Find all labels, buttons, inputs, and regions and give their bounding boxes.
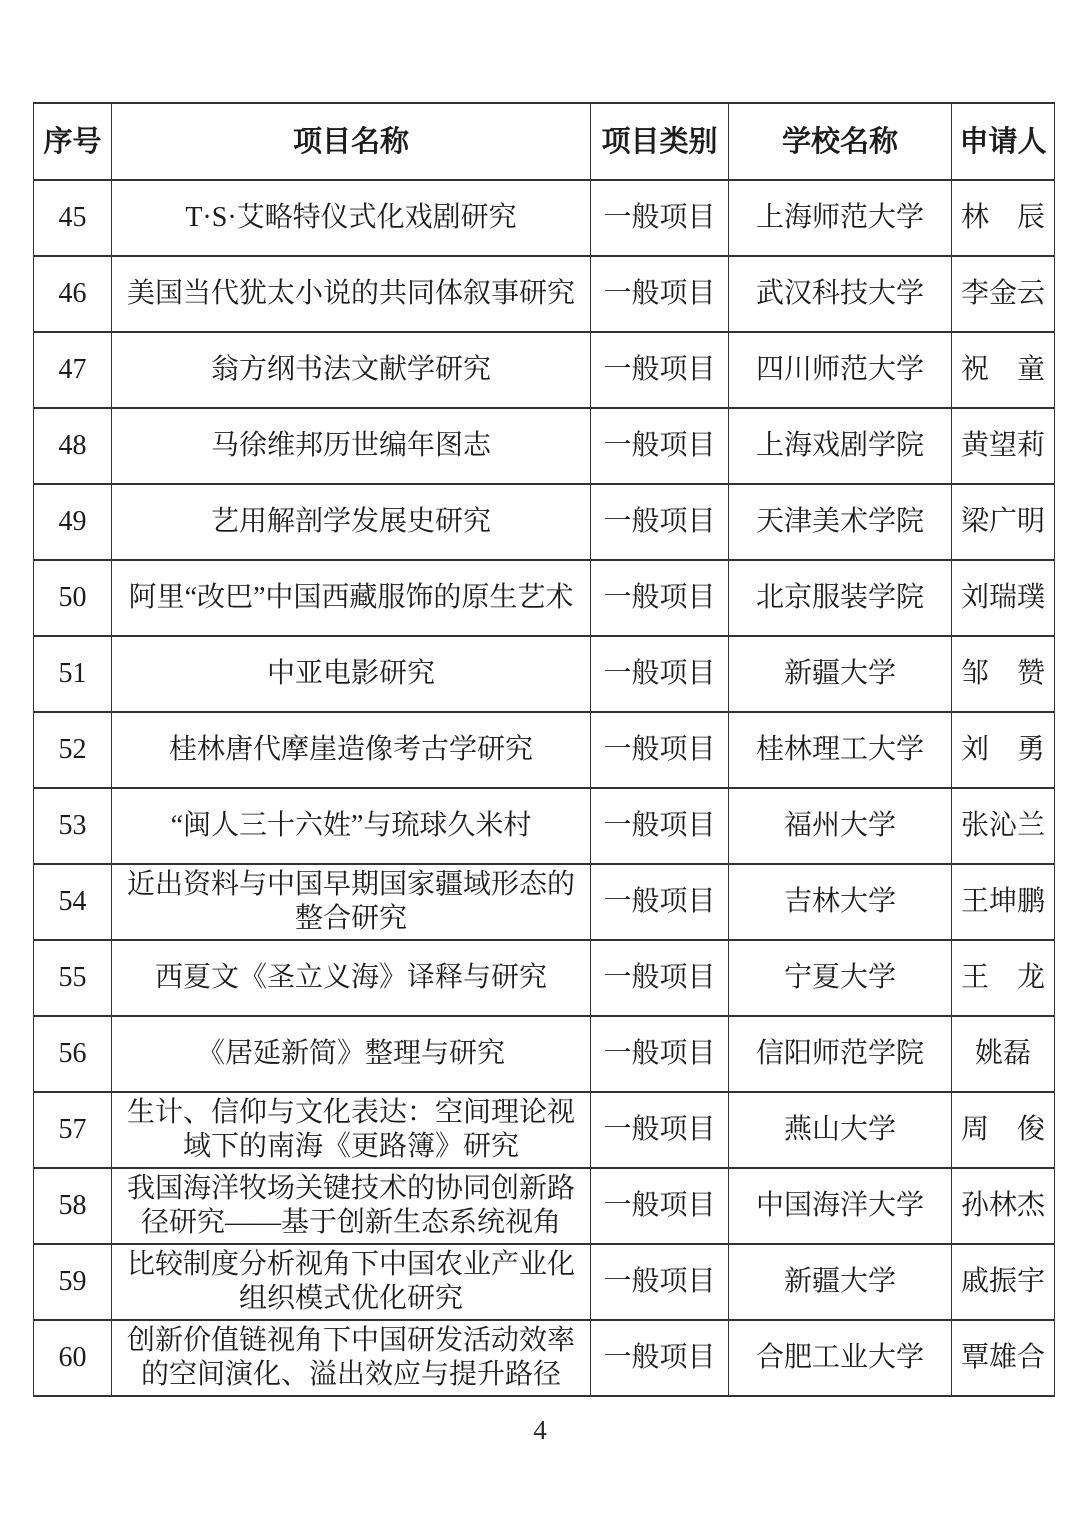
row-number-cell: 49 [34,484,112,560]
table-row [34,1092,1055,1168]
project-category-cell: 一般项目 [591,332,729,408]
applicant-cell: 覃雄合 [952,1320,1055,1396]
project-category-cell: 一般项目 [591,1320,729,1396]
table-row [34,408,1055,484]
project-category-cell: 一般项目 [591,864,729,940]
row-number-cell: 57 [34,1092,112,1168]
project-category-cell: 一般项目 [591,940,729,1016]
school-name-cell: 天津美术学院 [729,484,952,560]
row-number-cell: 55 [34,940,112,1016]
project-category-cell: 一般项目 [591,560,729,636]
row-number-cell: 58 [34,1168,112,1244]
header-no: 序号 [34,103,112,180]
school-name-cell: 桂林理工大学 [729,712,952,788]
project-name-cell: 桂林唐代摩崖造像考古学研究 [112,712,591,788]
project-name-cell: 创新价值链视角下中国研发活动效率的空间演化、溢出效应与提升路径 [112,1320,591,1396]
project-name-cell: 我国海洋牧场关键技术的协同创新路径研究——基于创新生态系统视角 [112,1168,591,1244]
applicant-cell: 王坤鹏 [952,864,1055,940]
project-name-cell: 阿里“改巴”中国西藏服饰的原生艺术 [112,560,591,636]
table-header-row [34,103,1055,180]
table-row [34,864,1055,940]
table-row [34,560,1055,636]
project-name-cell: 比较制度分析视角下中国农业产业化组织模式优化研究 [112,1244,591,1320]
project-category-cell: 一般项目 [591,712,729,788]
row-number-cell: 52 [34,712,112,788]
project-category-cell: 一般项目 [591,1016,729,1092]
school-name-cell: 吉林大学 [729,864,952,940]
table-row [34,256,1055,332]
row-number-cell: 45 [34,180,112,256]
applicant-cell: 姚磊 [952,1016,1055,1092]
table-row [34,1244,1055,1320]
applicant-cell: 邹 赞 [952,636,1055,712]
applicant-cell: 黄望莉 [952,408,1055,484]
row-number-cell: 48 [34,408,112,484]
project-category-cell: 一般项目 [591,1168,729,1244]
table-row [34,484,1055,560]
project-category-cell: 一般项目 [591,1244,729,1320]
row-number-cell: 59 [34,1244,112,1320]
project-category-cell: 一般项目 [591,788,729,864]
header-project-name: 项目名称 [112,103,591,180]
table-row [34,712,1055,788]
project-category-cell: 一般项目 [591,256,729,332]
project-name-cell: T·S·艾略特仪式化戏剧研究 [112,180,591,256]
project-name-cell: 中亚电影研究 [112,636,591,712]
project-name-cell: 美国当代犹太小说的共同体叙事研究 [112,256,591,332]
school-name-cell: 中国海洋大学 [729,1168,952,1244]
applicant-cell: 周 俊 [952,1092,1055,1168]
project-category-cell: 一般项目 [591,636,729,712]
header-applicant: 申请人 [952,103,1055,180]
school-name-cell: 新疆大学 [729,1244,952,1320]
project-name-cell: 艺用解剖学发展史研究 [112,484,591,560]
project-category-cell: 一般项目 [591,180,729,256]
school-name-cell: 燕山大学 [729,1092,952,1168]
school-name-cell: 武汉科技大学 [729,256,952,332]
table-row [34,1016,1055,1092]
table-row [34,788,1055,864]
table-row [34,1320,1055,1396]
row-number-cell: 47 [34,332,112,408]
applicant-cell: 王 龙 [952,940,1055,1016]
row-number-cell: 56 [34,1016,112,1092]
project-name-cell: 生计、信仰与文化表达：空间理论视域下的南海《更路簿》研究 [112,1092,591,1168]
applicant-cell: 祝 童 [952,332,1055,408]
projects-table [33,102,1055,1397]
applicant-cell: 张沁兰 [952,788,1055,864]
project-category-cell: 一般项目 [591,408,729,484]
school-name-cell: 北京服装学院 [729,560,952,636]
school-name-cell: 信阳师范学院 [729,1016,952,1092]
school-name-cell: 宁夏大学 [729,940,952,1016]
project-name-cell: 翁方纲书法文献学研究 [112,332,591,408]
school-name-cell: 上海师范大学 [729,180,952,256]
school-name-cell: 福州大学 [729,788,952,864]
table-row [34,332,1055,408]
applicant-cell: 林 辰 [952,180,1055,256]
project-name-cell: 近出资料与中国早期国家疆域形态的整合研究 [112,864,591,940]
row-number-cell: 60 [34,1320,112,1396]
table-row [34,636,1055,712]
school-name-cell: 上海戏剧学院 [729,408,952,484]
applicant-cell: 刘 勇 [952,712,1055,788]
row-number-cell: 46 [34,256,112,332]
applicant-cell: 李金云 [952,256,1055,332]
row-number-cell: 51 [34,636,112,712]
applicant-cell: 刘瑞璞 [952,560,1055,636]
row-number-cell: 53 [34,788,112,864]
school-name-cell: 四川师范大学 [729,332,952,408]
table-row [34,180,1055,256]
project-name-cell: 《居延新简》整理与研究 [112,1016,591,1092]
row-number-cell: 50 [34,560,112,636]
row-number-cell: 54 [34,864,112,940]
project-category-cell: 一般项目 [591,484,729,560]
project-category-cell: 一般项目 [591,1092,729,1168]
project-name-cell: 马徐维邦历世编年图志 [112,408,591,484]
header-project-category: 项目类别 [591,103,729,180]
applicant-cell: 孙林杰 [952,1168,1055,1244]
school-name-cell: 新疆大学 [729,636,952,712]
school-name-cell: 合肥工业大学 [729,1320,952,1396]
project-name-cell: 西夏文《圣立义海》译释与研究 [112,940,591,1016]
project-name-cell: “闽人三十六姓”与琉球久米村 [112,788,591,864]
page-number: 4 [533,1415,547,1445]
header-school-name: 学校名称 [729,103,952,180]
applicant-cell: 戚振宇 [952,1244,1055,1320]
table-row [34,940,1055,1016]
table-row [34,1168,1055,1244]
applicant-cell: 梁广明 [952,484,1055,560]
